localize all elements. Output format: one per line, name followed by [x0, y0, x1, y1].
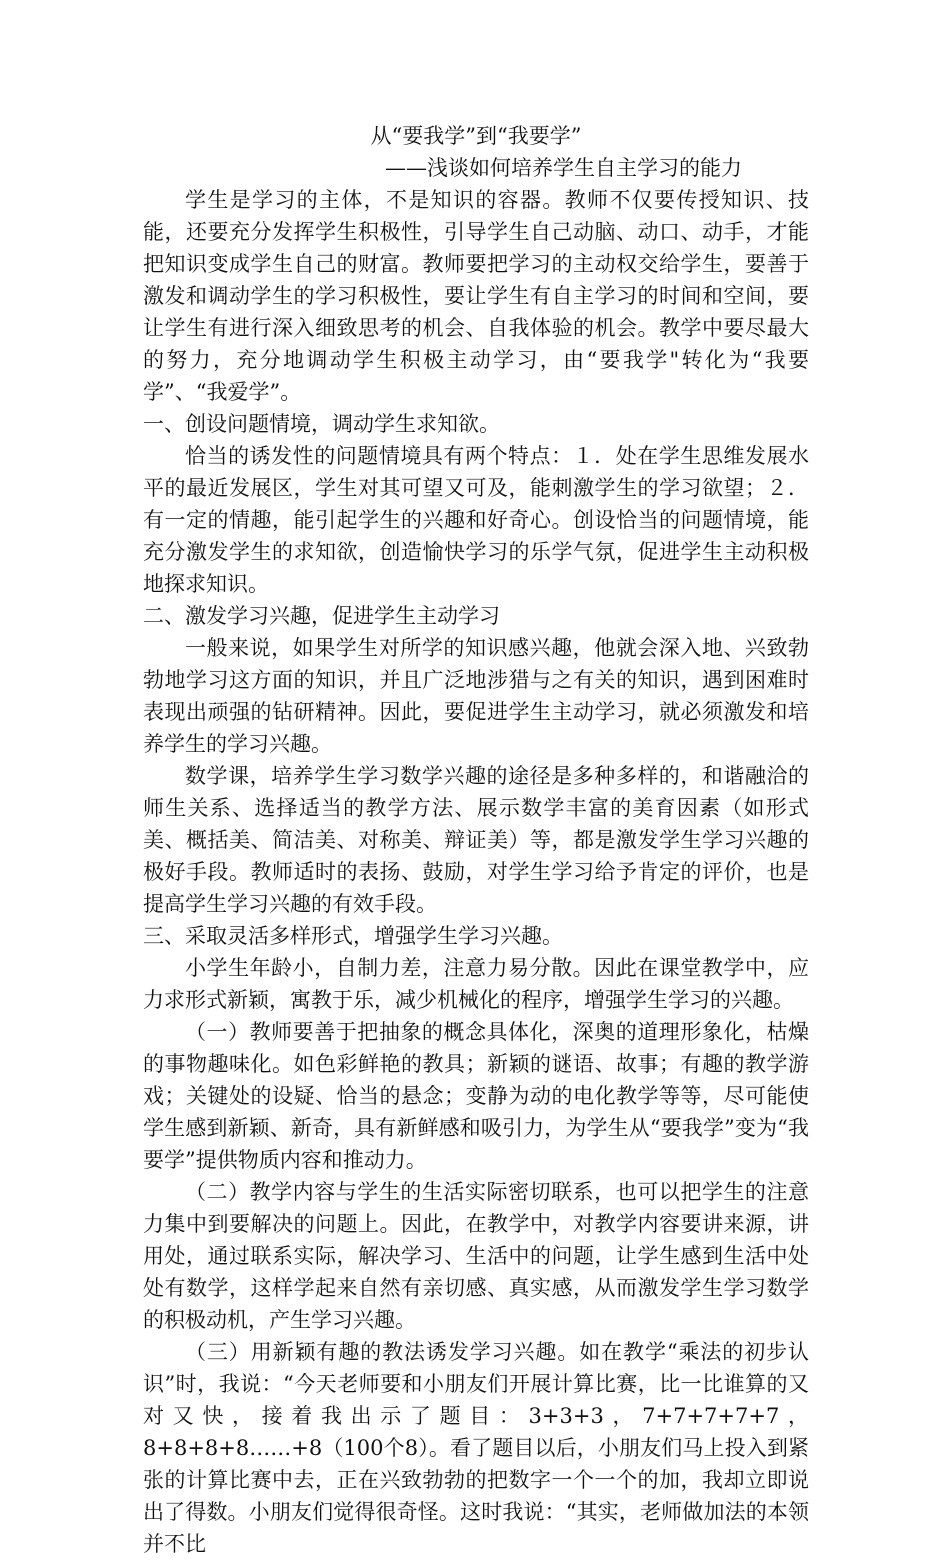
document-subtitle: ——浅谈如何培养学生自主学习的能力	[385, 156, 742, 180]
section1-paragraph-1: 恰当的诱发性的问题情境具有两个特点：１．处在学生思维发展水平的最近发展区，学生对其可望又可及，能刺激学生的学习欲望；２．有一定的情趣，能引起学生的兴趣和好奇心。创设恰当的问题情境，能充分激发学生的求知欲，创造愉快学习的乐学气氛，促进学生主动积极地探求知识。	[143, 444, 809, 596]
section3-paragraph-4: （三）用新颖有趣的教法诱发学习兴趣。如在教学“乘法的初步认识”时，我说：“今天老师要和小朋友们开展计算比赛，比一比谁算的又对又快，接着我出示了题目：3+3+3，7+7+7+7+7，8+8+8+8……+8（100个8）。看了题目以后，小朋友们马上投入到紧张的计算比赛中去，正在兴致勃勃的把数字一个一个的加，我却立即说出了得数。小朋友们觉得很奇怪。这时我说：“其实，老师做加法的本领并不比	[143, 1340, 809, 1556]
document-title: 从“要我学”到“我要学”	[370, 124, 582, 148]
intro-paragraph: 学生是学习的主体，不是知识的容器。教师不仅要传授知识、技能，还要充分发挥学生积极性，引导学生自己动脑、动口、动手，才能把知识变成学生自己的财富。教师要把学习的主动权交给学生，要善于激发和调动学生的学习积极性，要让学生有自主学习的时间和空间，要让学生有进行深入细致思考的机会、自我体验的机会。教学中要尽最大的努力，充分地调动学生积极主动学习，由“要我学"转化为“我要学”、“我爱学”。	[143, 188, 809, 404]
section-heading-3: 三、采取灵活多样形式，增强学生学习兴趣。	[143, 924, 563, 948]
section-heading-1: 一、创设问题情境，调动学生求知欲。	[143, 412, 500, 436]
section3-paragraph-2: （一）教师要善于把抽象的概念具体化，深奥的道理形象化，枯燥的事物趣味化。如色彩鲜艳的教具；新颖的谜语、故事；有趣的教学游戏；关键处的设疑、恰当的悬念；变静为动的电化教学等等，尽可能使学生感到新颖、新奇，具有新鲜感和吸引力，为学生从“要我学”变为“我要学”提供物质内容和推动力。	[143, 1020, 809, 1172]
section3-paragraph-1: 小学生年龄小，自制力差，注意力易分散。因此在课堂教学中，应力求形式新颖，寓教于乐，减少机械化的程序，增强学生学习的兴趣。	[143, 956, 809, 1012]
document-body	[143, 120, 809, 1560]
section2-paragraph-2: 数学课，培养学生学习数学兴趣的途径是多种多样的，和谐融洽的师生关系、选择适当的教学方法、展示数学丰富的美育因素（如形式美、概括美、简洁美、对称美、辩证美）等，都是激发学生学习兴趣的极好手段。教师适时的表扬、鼓励，对学生学习给予肯定的评价，也是提高学生学习兴趣的有效手段。	[143, 764, 809, 916]
section-heading-2: 二、激发学习兴趣，促进学生主动学习	[143, 604, 500, 628]
section2-paragraph-1: 一般来说，如果学生对所学的知识感兴趣，他就会深入地、兴致勃勃地学习这方面的知识，并且广泛地涉猎与之有关的知识，遇到困难时表现出顽强的钻研精神。因此，要促进学生主动学习，就必须激发和培养学生的学习兴趣。	[143, 636, 809, 756]
section3-paragraph-3: （二）教学内容与学生的生活实际密切联系，也可以把学生的注意力集中到要解决的问题上。因此，在教学中，对教学内容要讲来源，讲用处，通过联系实际，解决学习、生活中的问题，让学生感到生活中处处有数学，这样学起来自然有亲切感、真实感，从而激发学生学习数学的积极动机，产生学习兴趣。	[143, 1180, 809, 1332]
